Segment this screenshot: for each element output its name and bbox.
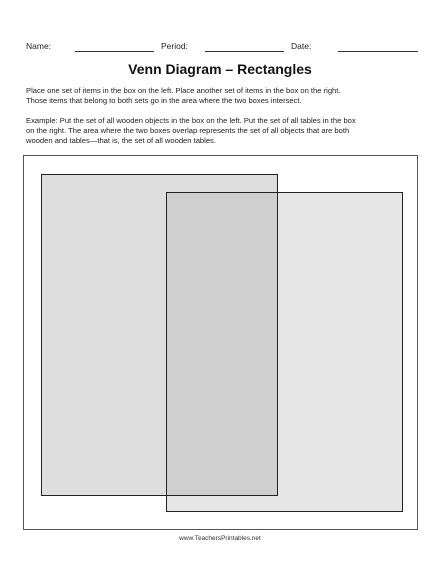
example-line: on the right. The area where the two boxes overlap represents the set of all objects that are both bbox=[26, 126, 350, 135]
instructions-line: Those items that belong to both sets go in the area where the two boxes intersect. bbox=[26, 96, 302, 105]
worksheet-header bbox=[0, 40, 440, 54]
period-blank-line bbox=[205, 51, 284, 52]
page-title: Venn Diagram – Rectangles bbox=[128, 61, 312, 77]
instructions-line: Place one set of items in the box on the left. Place another set of items in the box on the right. bbox=[26, 86, 341, 95]
example-line: Example: Put the set of all wooden objects in the box on the left. Put the set of all tables in the box bbox=[26, 116, 356, 125]
date-label: Date: bbox=[291, 41, 312, 51]
example-line: wooden and tables—that is, the set of all wooden tables. bbox=[26, 136, 216, 145]
footer-url: www.TeachersPrintables.net bbox=[179, 535, 261, 542]
period-label: Period: bbox=[161, 41, 188, 51]
instructions-paragraph bbox=[26, 86, 426, 106]
left-set-box-border bbox=[41, 174, 278, 496]
example-paragraph bbox=[26, 116, 426, 146]
name-label: Name: bbox=[26, 41, 52, 51]
name-blank-line bbox=[75, 51, 154, 52]
date-blank-line bbox=[338, 51, 418, 52]
